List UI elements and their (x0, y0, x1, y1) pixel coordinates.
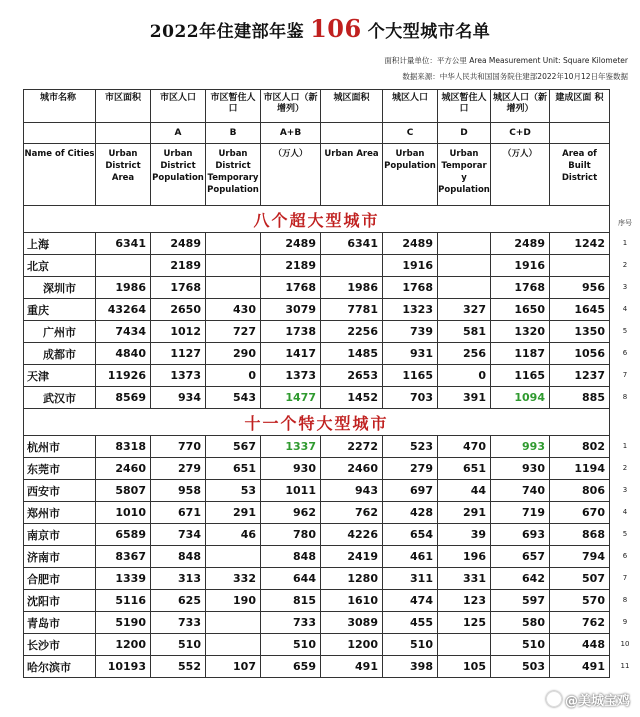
table-cell: 491 (550, 656, 610, 678)
table-cell (438, 277, 491, 299)
table-cell: 581 (438, 321, 491, 343)
table-cell: 671 (151, 502, 206, 524)
source-note: 数据来源：中华人民共和国国务院住建部2022年10月12日年鉴数据 (402, 72, 628, 81)
table-cell: 523 (383, 436, 438, 458)
city-table (23, 89, 610, 678)
table-cell: 552 (151, 656, 206, 678)
table-cell: 934 (151, 387, 206, 409)
table-cell: 331 (438, 568, 491, 590)
column-header-cn: 市区人口 (151, 90, 206, 123)
table-cell: 1916 (491, 255, 550, 277)
table-cell: 7434 (96, 321, 151, 343)
table-cell: 510 (261, 634, 321, 656)
table-cell: 7781 (321, 299, 383, 321)
city-name: 广州市 (24, 321, 96, 343)
table-cell: 3079 (261, 299, 321, 321)
table-cell: 1011 (261, 480, 321, 502)
table-cell: 693 (491, 524, 550, 546)
row-sequence-number: 9 (622, 617, 628, 626)
table-cell: 1094 (491, 387, 550, 409)
header-row-en (24, 144, 610, 206)
row-sequence-number: 6 (622, 348, 628, 357)
table-cell (96, 255, 151, 277)
table-cell: 727 (206, 321, 261, 343)
section-title: 十一个特大型城市 (24, 409, 610, 436)
table-cell: 1768 (261, 277, 321, 299)
table-cell: 958 (151, 480, 206, 502)
table-cell: 105 (438, 656, 491, 678)
table-cell: 1350 (550, 321, 610, 343)
table-row (24, 612, 610, 634)
table-cell (206, 233, 261, 255)
table-cell: 1916 (383, 255, 438, 277)
header-row-cn (24, 90, 610, 123)
table-cell: 1485 (321, 343, 383, 365)
column-header-cn: 城区人口（新增列） (491, 90, 550, 123)
table-cell: 794 (550, 546, 610, 568)
table-cell: 2189 (261, 255, 321, 277)
table-cell: 543 (206, 387, 261, 409)
row-sequence-number: 10 (620, 639, 630, 648)
table-cell: 1373 (151, 365, 206, 387)
table-cell: 448 (550, 634, 610, 656)
table-cell: 0 (206, 365, 261, 387)
table-cell (206, 255, 261, 277)
table-row (24, 634, 610, 656)
table-cell: 279 (151, 458, 206, 480)
city-name: 杭州市 (24, 436, 96, 458)
table-cell: 430 (206, 299, 261, 321)
column-header-cn: 城区人口 (383, 90, 438, 123)
watermark-text: @美城宝鸡 (564, 694, 630, 709)
column-header-en: Urban Population (383, 144, 438, 206)
table-cell: 503 (491, 656, 550, 678)
column-header-en: （万人） (491, 144, 550, 206)
table-cell: 44 (438, 480, 491, 502)
table-cell: 1986 (321, 277, 383, 299)
table-cell: 6589 (96, 524, 151, 546)
row-sequence-number: 5 (622, 326, 628, 335)
title-prefix: 2022年住建部年鉴 (149, 22, 305, 42)
header-row-letters (24, 123, 610, 144)
table-row (24, 568, 610, 590)
table-cell: 1280 (321, 568, 383, 590)
table-cell: 651 (438, 458, 491, 480)
column-header-en: Urban Area (321, 144, 383, 206)
table-cell: 1242 (550, 233, 610, 255)
city-name: 郑州市 (24, 502, 96, 524)
table-cell: 1373 (261, 365, 321, 387)
table-row (24, 233, 610, 255)
table-cell: 1768 (151, 277, 206, 299)
table-cell: 391 (438, 387, 491, 409)
section-row (24, 206, 610, 233)
row-sequence-number: 1 (622, 238, 628, 247)
table-cell: 703 (383, 387, 438, 409)
city-name: 南京市 (24, 524, 96, 546)
row-sequence-number: 7 (622, 573, 628, 582)
watermark (546, 690, 630, 709)
table-cell: 39 (438, 524, 491, 546)
column-letter: A (151, 123, 206, 144)
table-row (24, 590, 610, 612)
table-cell: 507 (550, 568, 610, 590)
table-cell: 196 (438, 546, 491, 568)
table-cell: 719 (491, 502, 550, 524)
city-name: 长沙市 (24, 634, 96, 656)
city-name: 西安市 (24, 480, 96, 502)
table-cell: 256 (438, 343, 491, 365)
table-cell (206, 612, 261, 634)
table-cell: 1237 (550, 365, 610, 387)
table-cell: 654 (383, 524, 438, 546)
column-header-cn: 市区暂住人 口 (206, 90, 261, 123)
column-header-cn: 市区人口（新增列） (261, 90, 321, 123)
city-name: 青岛市 (24, 612, 96, 634)
table-cell: 2489 (151, 233, 206, 255)
table-cell: 762 (321, 502, 383, 524)
table-cell: 848 (261, 546, 321, 568)
column-letter: C+D (491, 123, 550, 144)
table-cell: 657 (491, 546, 550, 568)
table-cell: 6341 (321, 233, 383, 255)
table-cell: 125 (438, 612, 491, 634)
table-row (24, 321, 610, 343)
row-sequence-number: 5 (622, 529, 628, 538)
table-cell: 510 (383, 634, 438, 656)
table-cell: 510 (151, 634, 206, 656)
row-sequence-number: 8 (622, 392, 628, 401)
row-sequence-number: 6 (622, 551, 628, 560)
table-cell: 455 (383, 612, 438, 634)
table-cell: 428 (383, 502, 438, 524)
table-cell: 279 (383, 458, 438, 480)
table-cell: 642 (491, 568, 550, 590)
column-letter: D (438, 123, 491, 144)
table-cell: 2489 (261, 233, 321, 255)
table-cell: 474 (383, 590, 438, 612)
table-row (24, 546, 610, 568)
table-cell: 6341 (96, 233, 151, 255)
column-letter: A+B (261, 123, 321, 144)
city-name: 深圳市 (24, 277, 96, 299)
table-cell: 1452 (321, 387, 383, 409)
table-cell: 5190 (96, 612, 151, 634)
table-cell: 1200 (321, 634, 383, 656)
table-row (24, 277, 610, 299)
table-cell (206, 634, 261, 656)
page-title (0, 14, 640, 43)
table-cell: 2460 (321, 458, 383, 480)
table-cell: 1768 (491, 277, 550, 299)
table-cell (438, 634, 491, 656)
table-cell: 470 (438, 436, 491, 458)
row-sequence-number: 4 (622, 507, 628, 516)
table-cell: 1187 (491, 343, 550, 365)
table-cell: 290 (206, 343, 261, 365)
table-cell: 567 (206, 436, 261, 458)
table-cell: 398 (383, 656, 438, 678)
table-cell: 311 (383, 568, 438, 590)
table-cell: 2650 (151, 299, 206, 321)
column-header-en: Urban District Population (151, 144, 206, 206)
table-cell: 11926 (96, 365, 151, 387)
table-cell: 930 (491, 458, 550, 480)
table-cell: 1417 (261, 343, 321, 365)
table-cell: 2489 (383, 233, 438, 255)
city-name: 重庆 (24, 299, 96, 321)
watermark-logo-icon (546, 691, 562, 707)
column-letter (24, 123, 96, 144)
table-cell: 651 (206, 458, 261, 480)
city-name: 济南市 (24, 546, 96, 568)
table-cell: 53 (206, 480, 261, 502)
table-cell: 1645 (550, 299, 610, 321)
row-sequence-number: 11 (620, 661, 630, 670)
table-cell: 10193 (96, 656, 151, 678)
city-name: 哈尔滨市 (24, 656, 96, 678)
table-cell: 4226 (321, 524, 383, 546)
table-row (24, 524, 610, 546)
table-row (24, 502, 610, 524)
table-cell: 8318 (96, 436, 151, 458)
table-cell: 956 (550, 277, 610, 299)
column-header-en: Urban District Temporary Population (206, 144, 261, 206)
column-letter (96, 123, 151, 144)
row-sequence-number: 2 (622, 260, 628, 269)
table-row (24, 299, 610, 321)
table-cell: 770 (151, 436, 206, 458)
table-cell (438, 233, 491, 255)
table-cell: 4840 (96, 343, 151, 365)
table-cell: 8569 (96, 387, 151, 409)
table-row (24, 436, 610, 458)
table-cell: 733 (261, 612, 321, 634)
row-sequence-number: 2 (622, 463, 628, 472)
title-number: 106 (310, 14, 362, 43)
table-cell: 868 (550, 524, 610, 546)
table-cell (206, 277, 261, 299)
table-cell: 993 (491, 436, 550, 458)
table-cell: 697 (383, 480, 438, 502)
row-sequence-number: 3 (622, 282, 628, 291)
table-cell: 1738 (261, 321, 321, 343)
city-name: 合肥市 (24, 568, 96, 590)
table-cell: 0 (438, 365, 491, 387)
section-title: 八个超大型城市 (24, 206, 610, 233)
section-row (24, 409, 610, 436)
table-row (24, 656, 610, 678)
column-header-en: Area of Built District (550, 144, 610, 206)
table-cell: 491 (321, 656, 383, 678)
table-cell: 644 (261, 568, 321, 590)
table-cell: 733 (151, 612, 206, 634)
table-cell: 1768 (383, 277, 438, 299)
table-cell: 5116 (96, 590, 151, 612)
table-cell: 2653 (321, 365, 383, 387)
table-cell: 930 (261, 458, 321, 480)
table-cell: 1337 (261, 436, 321, 458)
table-row (24, 343, 610, 365)
table-cell: 943 (321, 480, 383, 502)
table-cell: 962 (261, 502, 321, 524)
table-cell: 2419 (321, 546, 383, 568)
table-cell: 190 (206, 590, 261, 612)
table-row (24, 458, 610, 480)
table-cell: 2272 (321, 436, 383, 458)
city-name: 上海 (24, 233, 96, 255)
table-cell: 848 (151, 546, 206, 568)
table-cell: 8367 (96, 546, 151, 568)
table-cell: 1650 (491, 299, 550, 321)
column-header-en: Urban District Area (96, 144, 151, 206)
column-letter (321, 123, 383, 144)
column-letter: C (383, 123, 438, 144)
column-header-cn: 城市名称 (24, 90, 96, 123)
table-row (24, 480, 610, 502)
table-cell: 1477 (261, 387, 321, 409)
column-header-cn: 市区面积 (96, 90, 151, 123)
table-row (24, 365, 610, 387)
row-sequence-number: 3 (622, 485, 628, 494)
table-cell: 123 (438, 590, 491, 612)
city-name: 武汉市 (24, 387, 96, 409)
table-cell: 1194 (550, 458, 610, 480)
city-name: 天津 (24, 365, 96, 387)
column-letter: B (206, 123, 261, 144)
table-row (24, 387, 610, 409)
row-sequence-number: 8 (622, 595, 628, 604)
table-cell: 780 (261, 524, 321, 546)
table-cell: 1986 (96, 277, 151, 299)
table-cell (438, 255, 491, 277)
column-header-en: Urban Temporar y Population (438, 144, 491, 206)
table-cell: 625 (151, 590, 206, 612)
column-header-en: （万人） (261, 144, 321, 206)
table-cell: 1165 (383, 365, 438, 387)
table-cell (321, 255, 383, 277)
city-name: 东莞市 (24, 458, 96, 480)
city-name: 北京 (24, 255, 96, 277)
table-cell: 2256 (321, 321, 383, 343)
table-cell: 580 (491, 612, 550, 634)
table-cell: 659 (261, 656, 321, 678)
table-cell: 1339 (96, 568, 151, 590)
table-cell: 1200 (96, 634, 151, 656)
table-cell: 43264 (96, 299, 151, 321)
table-cell (550, 255, 610, 277)
table-cell: 107 (206, 656, 261, 678)
sequence-header: 序号 (618, 219, 632, 227)
table-cell: 2189 (151, 255, 206, 277)
title-suffix: 个大型城市名单 (367, 22, 491, 42)
column-header-en: Name of Cities (24, 144, 96, 206)
table-cell: 332 (206, 568, 261, 590)
city-name: 沈阳市 (24, 590, 96, 612)
table-cell: 2489 (491, 233, 550, 255)
table-cell: 1610 (321, 590, 383, 612)
column-header-cn: 城区面积 (321, 90, 383, 123)
table-cell: 291 (206, 502, 261, 524)
table-cell: 1165 (491, 365, 550, 387)
table-cell: 1127 (151, 343, 206, 365)
table-cell: 802 (550, 436, 610, 458)
row-sequence-number: 4 (622, 304, 628, 313)
table-cell: 3089 (321, 612, 383, 634)
table-cell: 46 (206, 524, 261, 546)
table-cell: 327 (438, 299, 491, 321)
table-cell: 1012 (151, 321, 206, 343)
column-letter (550, 123, 610, 144)
row-sequence-number: 7 (622, 370, 628, 379)
table-cell: 806 (550, 480, 610, 502)
unit-note: 面积计量单位：平方公里 Area Measurement Unit: Square Kilometer (384, 56, 628, 65)
table-cell: 510 (491, 634, 550, 656)
table-cell: 1056 (550, 343, 610, 365)
table-cell: 740 (491, 480, 550, 502)
table-cell: 313 (151, 568, 206, 590)
table-cell: 931 (383, 343, 438, 365)
column-header-cn: 城区暂住人 口 (438, 90, 491, 123)
table-cell: 5807 (96, 480, 151, 502)
city-name: 成都市 (24, 343, 96, 365)
table-cell: 461 (383, 546, 438, 568)
row-sequence-number: 1 (622, 441, 628, 450)
table-cell: 1320 (491, 321, 550, 343)
table-cell: 570 (550, 590, 610, 612)
table-cell: 1010 (96, 502, 151, 524)
table-cell: 2460 (96, 458, 151, 480)
table-cell: 739 (383, 321, 438, 343)
table-cell: 734 (151, 524, 206, 546)
table-cell: 291 (438, 502, 491, 524)
table-cell (206, 546, 261, 568)
table-cell: 597 (491, 590, 550, 612)
table-cell: 1323 (383, 299, 438, 321)
table-cell: 762 (550, 612, 610, 634)
column-header-cn: 建成区面 积 (550, 90, 610, 123)
table-cell: 885 (550, 387, 610, 409)
table-cell: 670 (550, 502, 610, 524)
table-row (24, 255, 610, 277)
table-cell: 815 (261, 590, 321, 612)
